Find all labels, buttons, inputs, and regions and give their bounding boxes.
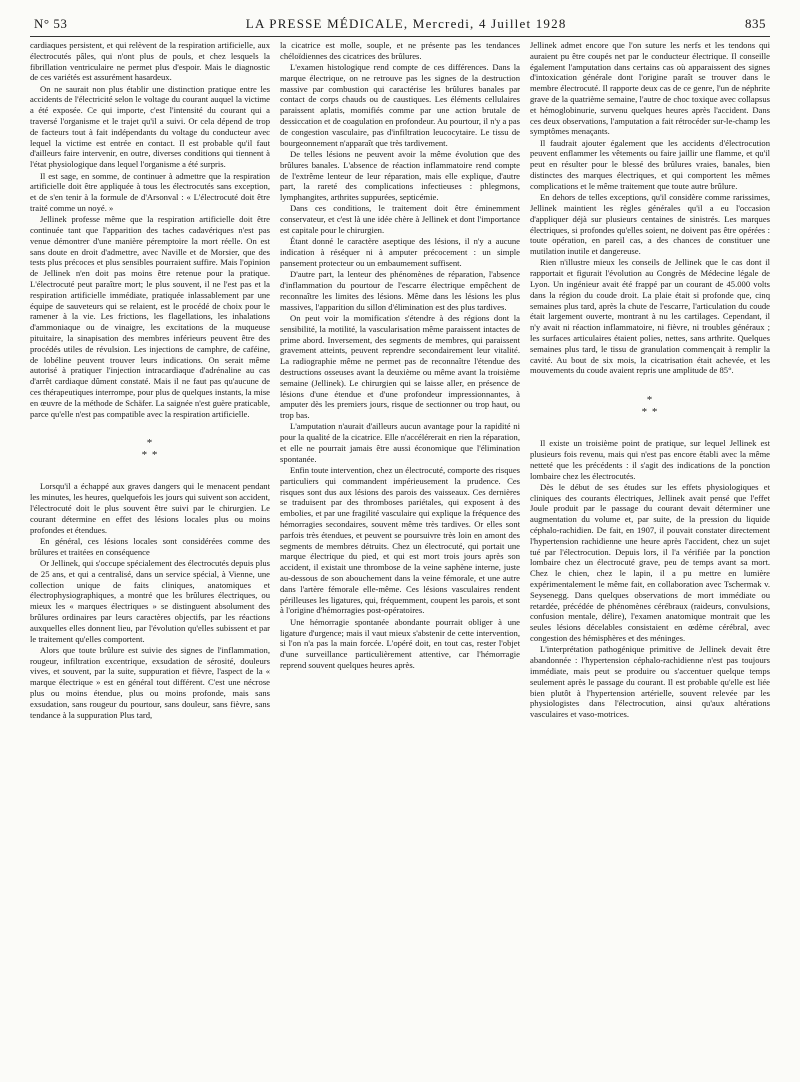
paragraph: Enfin toute intervention, chez un électrocuté, comporte des risques particuliers qui commandent impérieusement la prudence. Ces risques sont dus aux lésions des parois des vaisseaux. Ces dernières se traduisent par des thromboses pariétales, qui exposent à des embolies, et par une fragilité vasculaire qui explique la fréquence des hémorragies secondaires, souvent même très tardives. Or elles sont parfois très étendues, et peuvent se poursuivre très loin en amont des segments de membres détruits. Chez un électrocuté, qui portait une marque électrique du pied, et qui est mort trois jours après son accident, il existait une thrombose de la veine saphène interne, juste au-dessous de son abouchement dans la veine fémorale, et une autre dans l'artère fémorale elle-même. Ces lésions vasculaires rendent périlleuses les ligatures, qui, fréquemment, coupent les parois, et sont à l'origine d'hémorragies post-opératoires. <box>280 465 520 616</box>
paragraph: Il existe un troisième point de pratique, sur lequel Jellinek est plusieurs fois revenu, mais qui n'est pas encore établi avec la même netteté que les précédents : il s'agit des indications de la ponction lombaire chez les électrocutés. <box>530 438 770 481</box>
paragraph: L'interprétation pathogénique primitive de Jellinek devait être abandonnée : l'hypertension céphalo-rachidienne n'est pas toujours immédiate, mais peut se produire ou s'accentuer quelque temps seulement après le passage du courant. Il est probable qu'elle est liée bien plutôt à l'hypertension artérielle, souvent relevée par les physiologistes dans l'électrocution, ainsi qu'aux altérations vasculaires et vaso-motrices. <box>530 644 770 720</box>
paragraph: Lorsqu'il a échappé aux graves dangers qui le menacent pendant les minutes, les heures, quelquefois les jours qui suivent son accident, l'électrocuté doit le plus souvent être suivi par le chirurgien. Le courant détermine en effet des lésions locales plus ou moins profondes et étendues. <box>30 481 270 535</box>
article-columns <box>30 40 770 1070</box>
section-separator-asterism: * * * <box>641 394 659 419</box>
paragraph: Dans ces conditions, le traitement doit être éminemment conservateur, et c'est là une idée chère à Jellinek et dont l'importance est capitale pour le chirurgien. <box>280 203 520 236</box>
paragraph: En général, ces lésions locales sont considérées comme des brûlures et traitées en conséquence <box>30 535 270 557</box>
paragraph: Jellinek admet encore que l'on suture les nerfs et les tendons qui auraient pu être coupés net par le conducteur électrique. Il conseille également l'amputation dans certains cas où apparaissent des signes d'intoxication générale dont l'origine paraît se trouver dans le membre électrocuté. Il rapporte deux cas de ce genre, l'un de néphrite grave de la quatrième semaine, l'autre de choc toxique avec collapsus et hémoglobinurie, survenu quelques heures après l'accident. Dans ces deux observations, l'amputation a fait rétrocéder sur-le-champ les symptômes menaçants. <box>530 40 770 137</box>
paragraph: On ne saurait non plus établir une distinction pratique entre les accidents de l'électricité selon le voltage du courant auquel la victime a été exposée. Ce qui importe, c'est l'intensité du courant qui a traversé l'organisme et le trajet qu'il a suivi. Or cela dépend de trop de facteurs tout à fait indépendants du voltage du conducteur avec lequel la victime est entrée en contact. Il est probable qu'il faut d'ailleurs faire intervenir, en outre, diverses conditions qui tiennent à l'état physiologique dans lequel l'organisme a été surpris. <box>30 83 270 170</box>
page-header <box>34 16 766 34</box>
section-separator-asterism: * * * <box>141 437 159 462</box>
paragraph: cardiaques persistent, et qui relèvent de la respiration artificielle, aux électrocutés pâles, qui n'ont plus de pouls, et chez lesquels la fibrillation ventriculaire ne permet plus d'espoir. Mais le diagnostic de ces variétés est assurément hasardeux. <box>30 40 270 83</box>
paragraph: En dehors de telles exceptions, qu'il considère comme rarissimes, Jellinek maintient les règles générales qu'il a eu l'occasion d'appliquer déjà sur plusieurs centaines de sinistrés. Les marques électriques, si profondes qu'elles soient, ne doivent pas être opérées : toute opération, en pareil cas, a des chances de constituer une mutilation inutile et dangereuse. <box>530 192 770 257</box>
paragraph: Étant donné le caractère aseptique des lésions, il n'y a aucune indication à réséquer ni à amputer précocement : un simple pansement protecteur ou un embaumement suffisent. <box>280 236 520 268</box>
paragraph: On peut voir la momification s'étendre à des régions dont la sensibilité, la motilité, la vascularisation même paraissent intactes de prime abord. Inversement, des segments de membres, qui paraissent gravement atteints, peuvent reprendre secondairement leur vitalité. La radiographie même ne permet pas de reconnaître l'étendue des destructions osseuses avant la deuxième ou même avant la troisième semaine (Jellinek). Le chirurgien qui se laisse aller, en présence de lésions d'une étendue et d'une profondeur impressionnantes, à amputer dès les premiers jours, risque de sectionner ou trop haut, ou trop bas. <box>280 312 520 421</box>
paragraph: Or Jellinek, qui s'occupe spécialement des électrocutés depuis plus de 25 ans, et qui a centralisé, dans un service spécial, à Vienne, une collection unique de faits cliniques, anatomiques et électrophysiographiques, a montré que les brûlures électriques, ou mieux les « marques électriques » se distinguent absolument des brûlures ordinaires par leurs caractères objectifs, par les réactions auxquelles elles donnent lieu, par l'évolution qu'elles subissent et par le traitement qu'elles comportent. <box>30 557 270 644</box>
paragraph: Il est sage, en somme, de continuer à admettre que la respiration artificielle doit être appliquée à tous les électrocutés sans exception, et de s'en tenir à la formule de d'Arsonval : « L'électrocuté doit être traité comme un noyé. » <box>30 170 270 213</box>
paragraph: Jellinek professe même que la respiration artificielle doit être continuée tant que l'apparition des taches cadavériques n'est pas venue démontrer d'une manière péremptoire la mort réelle. On est sans doute en droit d'admettre, avec Naville et de Morsier, que des tests plus précoces et plus sensibles pourraient suffire. Mais l'opinion de Jellinek n'en doit pas moins être retenue pour la pratique. L'électrocuté peut paraître mort; le plus souvent, il ne l'est pas et la respiration artificielle immédiate, pratiquée inlassablement par une équipe de sauveteurs qui se relaient, est le procédé de choix pour le ramener à la vie. Les frictions, les flagellations, les inhalations d'ammoniaque ou de vinaigre, les excitations de la muqueuse pituitaire, la sinapisation des membres inférieurs peuvent être des procédés utiles de révulsion. Les injections de camphre, de caféine, de lobéline peuvent trouver leurs indications. On serait même autorisé à pratiquer l'injection intracardiaque d'adrénaline au cas d'arrêt cardiaque dûment constaté. Mais il ne faut pas qu'aucune de ces thérapeutiques interrompe, pour plus de quelques instants, la mise en œuvre de la méthode de Schäfer. La saignée n'est guère praticable, parce qu'elle n'est pas compatible avec la respiration artificielle. <box>30 214 270 419</box>
page-number-right: 835 <box>744 16 766 31</box>
column-3 <box>530 40 770 1070</box>
page-number-left: N° 53 <box>34 16 68 31</box>
paragraph: Dès le début de ses études sur les effets physiologiques et cliniques des courants électriques, Jellinek avait pensé que l'effet Joule produit par le passage du courant devait déterminer une augmentation du volume et, par suite, de la pression du liquide céphalo-rachidien. De fait, en 1907, il pouvait constater directement l'hypertension rachidienne une heure après l'accident, chez un sujet tué par l'électrocution. Depuis lors, il l'a vérifiée par la ponction lombaire chez un électrocuté grave, peu de temps avant sa mort. Chez le chien, chez le lapin, il a pu mettre en lumière expérimentalement le même fait, en collaboration avec Tschermak v. Seysenegg. Dans quelques observations de mort immédiate ou retardée, précédée de phénomènes cérébraux (raideurs, convulsions, confusion mentale, délire), l'examen anatomique montrait que les seules lésions décelables consistaient en œdème cérébral, avec congestion des hémisphères et des méninges. <box>530 481 770 644</box>
header-rule <box>30 36 770 37</box>
paragraph: Il faudrait ajouter également que les accidents d'électrocution peuvent enflammer les vêtements ou faire jaillir une flamme, et qu'il peut en résulter pour le blessé des brûlures vraies, banales, bien distinctes des marques électriques, et qui comportent les mêmes complications et le même traitement que toute autre brûlure. <box>530 137 770 191</box>
paragraph: Rien n'illustre mieux les conseils de Jellinek que le cas dont il rapportait et figurait l'évolution au Congrès de Médecine légale de Lyon. Un ingénieur avait été frappé par un courant de 45.000 volts dans la région du coude droit. La plaie était si profonde que, cinq semaines plus tard, après la chute de l'escarre, l'articulation du coude était largement ouverte, montrant à nu les cartilages. Cependant, il n'y avait ni réaction inflammatoire, ni fièvre, ni troubles généraux ; les surfaces articulaires étaient polies, nettes, sans arthrite. Quelques semaines plus tard, le tissu de granulation commençait à remplir la cavité. Au bout de six mois, la cicatrisation était achevée, et les mouvements du coude avaient repris une amplitude de 85°. <box>530 257 770 376</box>
paragraph: L'examen histologique rend compte de ces différences. Dans la marque électrique, on ne retrouve pas les signes de la destruction massive par combustion qui caractérise les brûlures banales par contact de corps chauds ou de caustiques. Les éléments cellulaires paraissent aplatis, momifiés comme par une action brutale de dessiccation et de coagulation en profondeur. Au pourtour, il n'y a pas de congestion vasculaire, pas d'infiltration leucocytaire. Le tissu de bourgeonnement n'apparaît que très tardivement. <box>280 62 520 148</box>
column-1 <box>30 40 270 1070</box>
paragraph: D'autre part, la lenteur des phénomènes de réparation, l'absence d'inflammation du pourtour de l'escarre électrique empêchent de reconnaître les limites des lésions. Même dans les lésions les plus massives, l'apparition du sillon d'élimination est des plus tardives. <box>280 269 520 312</box>
paragraph: Alors que toute brûlure est suivie des signes de l'inflammation, rougeur, infiltration excentrique, exsudation de sérosité, douleurs vives, et souvent, par la suite, suppuration et fièvre, l'aspect de la « marque électrique » est en général tout différent. C'est une nécrose plus ou moins étendue, plus ou moins profonde, mais sans exsudation, sans rougeur du pourtour, sans douleur, sans fièvre, sans tendance à la suppuration Plus tard, <box>30 644 270 720</box>
paragraph: Une hémorragie spontanée abondante pourrait obliger à une ligature d'urgence; mais il vaut mieux s'abstenir de cette intervention, si l'on n'a pas la main forcée. L'opéré doit, en tout cas, rester l'objet d'une surveillance particulièrement attentive, car l'hémorragie reprend souvent quelques heures après. <box>280 616 520 670</box>
paragraph: L'amputation n'aurait d'ailleurs aucun avantage pour la rapidité ni pour la qualité de la cicatrice. Elle n'accélérerait en rien la réparation, et elle ne pourrait jamais être aussi économique que l'élimination spontanée. <box>280 421 520 464</box>
paragraph: la cicatrice est molle, souple, et ne présente pas les tendances chéloïdiennes des cicatrices des brûlures. <box>280 40 520 61</box>
column-2 <box>280 40 520 1070</box>
journal-title: LA PRESSE MÉDICALE, Mercredi, 4 Juillet 1928 <box>245 16 567 31</box>
paragraph: De telles lésions ne peuvent avoir la même évolution que des brûlures banales. L'absence de réaction inflammatoire rend compte de l'extrême lenteur de leur réparation, mais elle explique, d'autre part, la rareté des complications infectieuses : phlegmons, lymphangites, arthrites suppurées, septicémie. <box>280 148 520 203</box>
